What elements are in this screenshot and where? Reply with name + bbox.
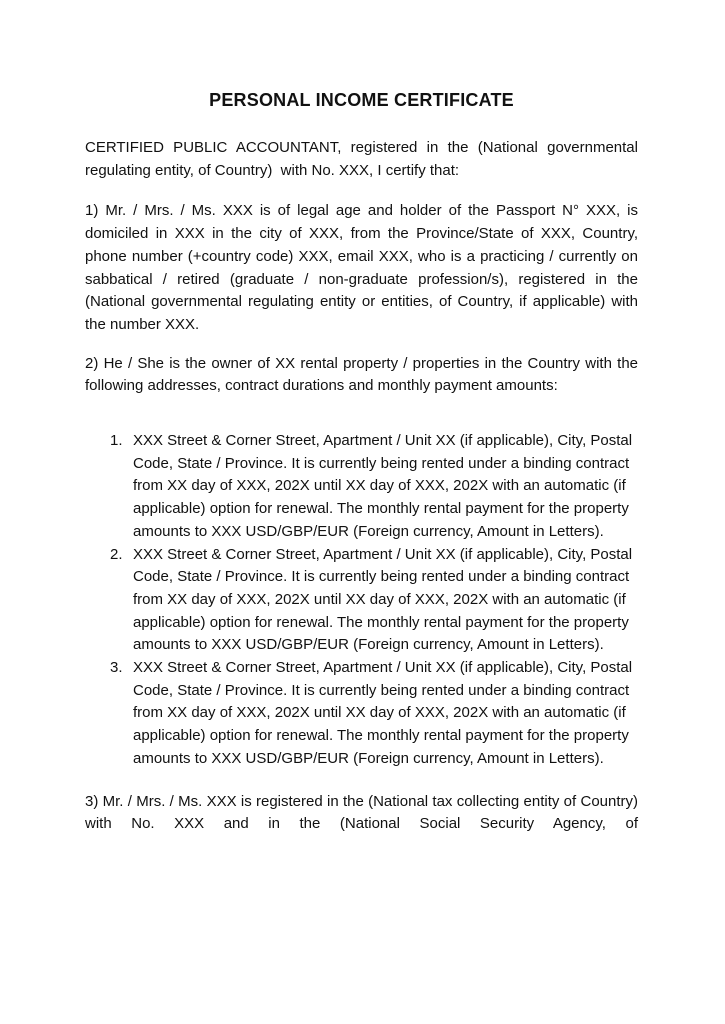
property-item-2-number: 2. bbox=[110, 545, 123, 563]
property-item-3 bbox=[85, 657, 638, 771]
clause-2-paragraph bbox=[85, 353, 643, 398]
property-item-3-text: XXX Street & Corner Street, Apartment / Unit XX (if applicable), City, Postal Code, State / Province. It is currently being rented under a binding contract from XX day of XXX, 202X until XX day of XXX, 202X with an automatic (if applicable) option for renewal. The monthly rental payment for the property amounts to XXX USD/GBP/EUR (Foreign currency, Amount in Letters). bbox=[133, 659, 633, 767]
clause-3-paragraph bbox=[85, 791, 643, 836]
property-item-1-number: 1. bbox=[110, 432, 123, 450]
intro-paragraph bbox=[85, 137, 643, 182]
clause-1-paragraph bbox=[85, 200, 643, 336]
clause-2-number: 2) bbox=[85, 354, 99, 372]
clause-1-number: 1) bbox=[85, 202, 99, 220]
property-item-2 bbox=[85, 544, 638, 658]
intro-paragraph-text: CERTIFIED PUBLIC ACCOUNTANT, registered in the (National governmental regulating entity, of Country) with No. XXX, I certify that: bbox=[85, 139, 643, 179]
property-item-3-number: 3. bbox=[110, 659, 123, 677]
clause-3-text: Mr. / Mrs. / Ms. XXX is registered in the (National tax collecting entity of Country) with No. XXX and in the (National Social Security Agency, of bbox=[85, 792, 643, 833]
property-item-1 bbox=[85, 430, 638, 544]
clause-2-text: He / She is the owner of XX rental property / properties in the Country with the following addresses, contract durations and monthly payment amounts: bbox=[85, 354, 643, 395]
clause-1-text: Mr. / Mrs. / Ms. XXX is of legal age and holder of the Passport N° XXX, is domiciled in XXX in the city of XXX, from the Province/State of XXX, Country, phone number (+country code) XXX, email XXX, who is a practicing / currently on sabbatical / retired (graduate / non-graduate profession/s), registered in the (National governmental regulating entity or entities, of Country, if applicable) with the number XXX. bbox=[85, 202, 643, 333]
page-title: PERSONAL INCOME CERTIFICATE bbox=[209, 90, 514, 110]
property-item-2-text: XXX Street & Corner Street, Apartment / Unit XX (if applicable), City, Postal Code, State / Province. It is currently being rented under a binding contract from XX day of XXX, 202X until XX day of XXX, 202X with an automatic (if applicable) option for renewal. The monthly rental payment for the property amounts to XXX USD/GBP/EUR (Foreign currency, Amount in Letters). bbox=[133, 545, 633, 654]
clause-3-number: 3) bbox=[85, 792, 99, 810]
property-item-1-text: XXX Street & Corner Street, Apartment / Unit XX (if applicable), City, Postal Code, State / Province. It is currently being rented under a binding contract from XX day of XXX, 202X until XX day of XXX, 202X with an automatic (if applicable) option for renewal. The monthly rental payment for the property amounts to XXX USD/GBP/EUR (Foreign currency, Amount in Letters). bbox=[133, 432, 633, 540]
property-list bbox=[85, 430, 638, 771]
